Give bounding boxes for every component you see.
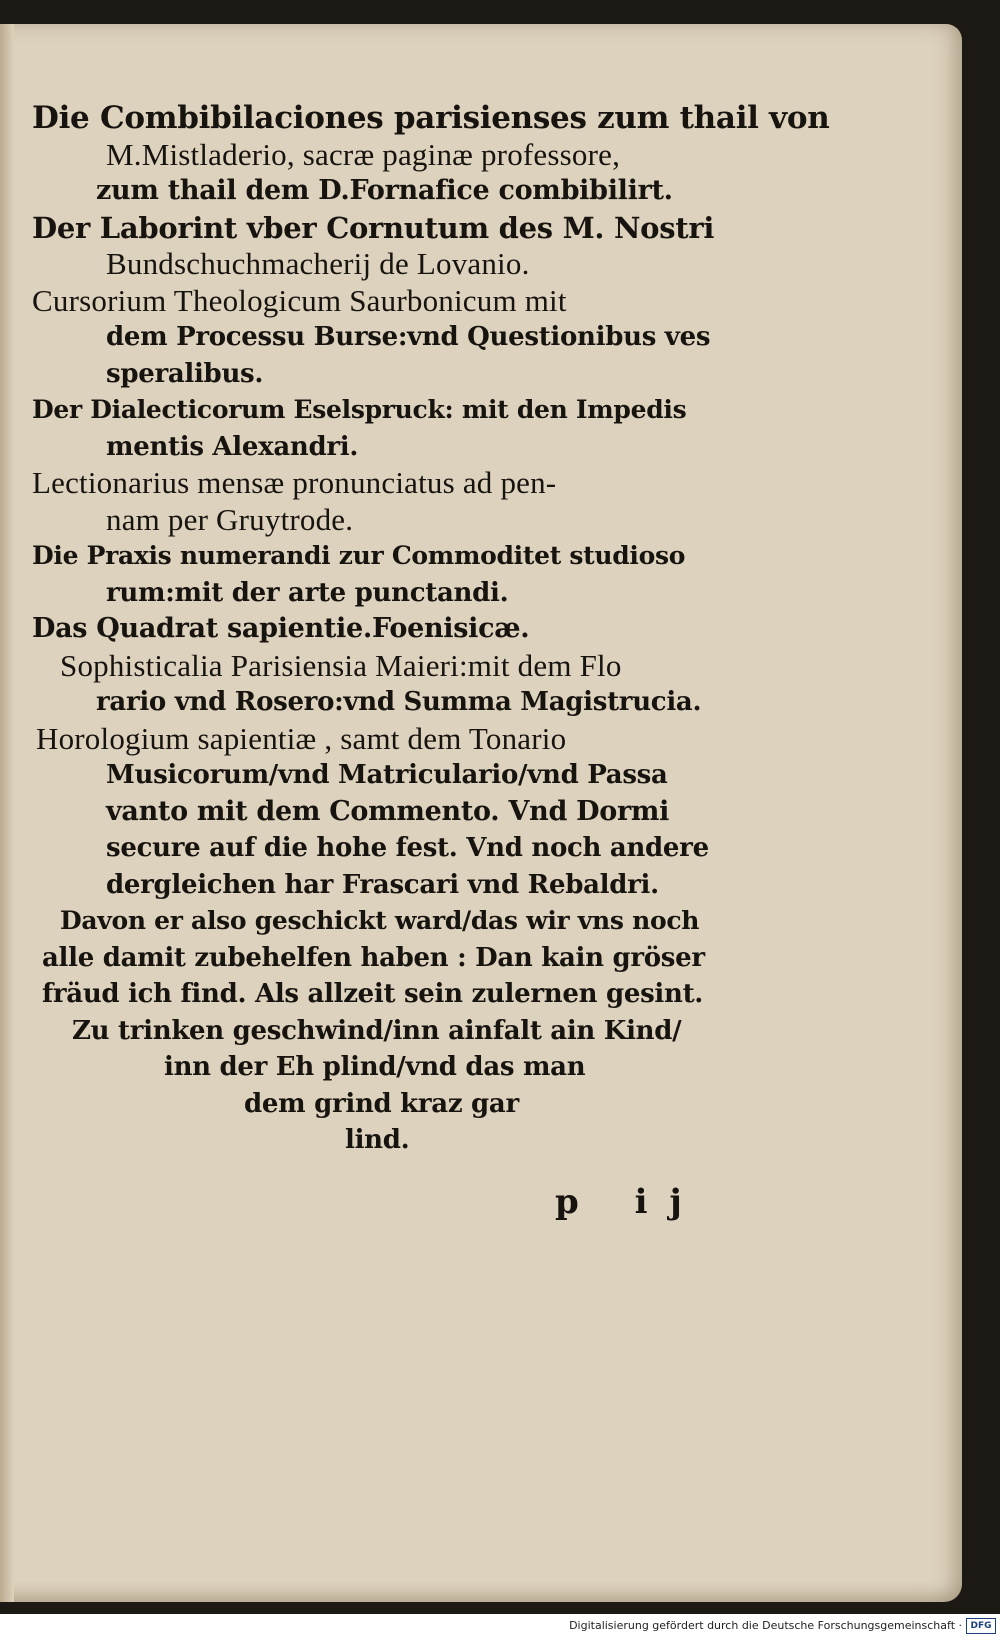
- text-line: alle damit zubehelfen haben : Dan kain gröser: [42, 942, 705, 973]
- text-line: fräud ich find. Als allzeit sein zulernen gesint.: [42, 979, 704, 1009]
- text-line: zum thail dem D.Fornafice combibilirt.: [96, 175, 673, 206]
- text-line: Der Dialecticorum Eselspruck: mit den Impedis: [32, 395, 687, 424]
- text-line: dem grind kraz gar: [244, 1088, 519, 1119]
- text-line: Davon er also geschickt ward/das wir vns noch: [60, 906, 700, 935]
- text-line: nam per Gruytrode.: [106, 501, 354, 537]
- text-line: lind.: [345, 1125, 410, 1155]
- text-line: Das Quadrat sapientie.Foenisicæ.: [32, 613, 530, 644]
- text-line: Der Laborint vber Cornutum des M. Nostri: [32, 210, 715, 245]
- footer-credit: Digitalisierung gefördert durch die Deutsche Forschungsgemeinschaft ·: [569, 1619, 962, 1632]
- footer-bar: [0, 1614, 1000, 1638]
- text-line: Die Combibilaciones parisienses zum thail von: [32, 100, 830, 136]
- text-line: speralibus.: [106, 358, 264, 389]
- text-line: Bundschuchmacherij de Lovanio.: [106, 246, 530, 281]
- text-line: vanto mit dem Commento. Vnd Dormi: [106, 795, 670, 827]
- text-line: rum:mit der arte punctandi.: [106, 577, 509, 608]
- text-line: Lectionarius mensæ pronunciatus ad pen-: [32, 465, 557, 500]
- text-line: Sophisticalia Parisiensia Maieri:mit dem Flo: [60, 647, 622, 683]
- dfg-logo: DFG: [966, 1618, 996, 1634]
- text-line: dem Processu Burse:vnd Questionibus ves: [106, 322, 711, 352]
- text-line: Musicorum/vnd Matriculario/vnd Passa: [106, 760, 668, 790]
- text-line: M.Mistladerio, sacræ paginæ professore,: [106, 136, 621, 172]
- text-line: Horologium sapientiæ , samt dem Tonario: [36, 720, 567, 756]
- text-line: secure auf die hohe fest. Vnd noch andere: [106, 833, 709, 863]
- signature-mark: p ij: [555, 1182, 704, 1222]
- text-line: Die Praxis numerandi zur Commoditet studioso: [32, 541, 686, 570]
- text-line: dergleichen har Frascari vnd Rebaldri.: [106, 869, 659, 900]
- text-line: Zu trinken geschwind/inn ainfalt ain Kind/: [72, 1015, 682, 1046]
- text-line: inn der Eh plind/vnd das man: [164, 1052, 586, 1082]
- text-line: rario vnd Rosero:vnd Summa Magistrucia.: [96, 687, 702, 717]
- page-text: [0, 100, 830, 1159]
- text-line: mentis Alexandri.: [106, 431, 359, 462]
- text-line: Cursorium Theologicum Saurbonicum mit: [32, 282, 567, 318]
